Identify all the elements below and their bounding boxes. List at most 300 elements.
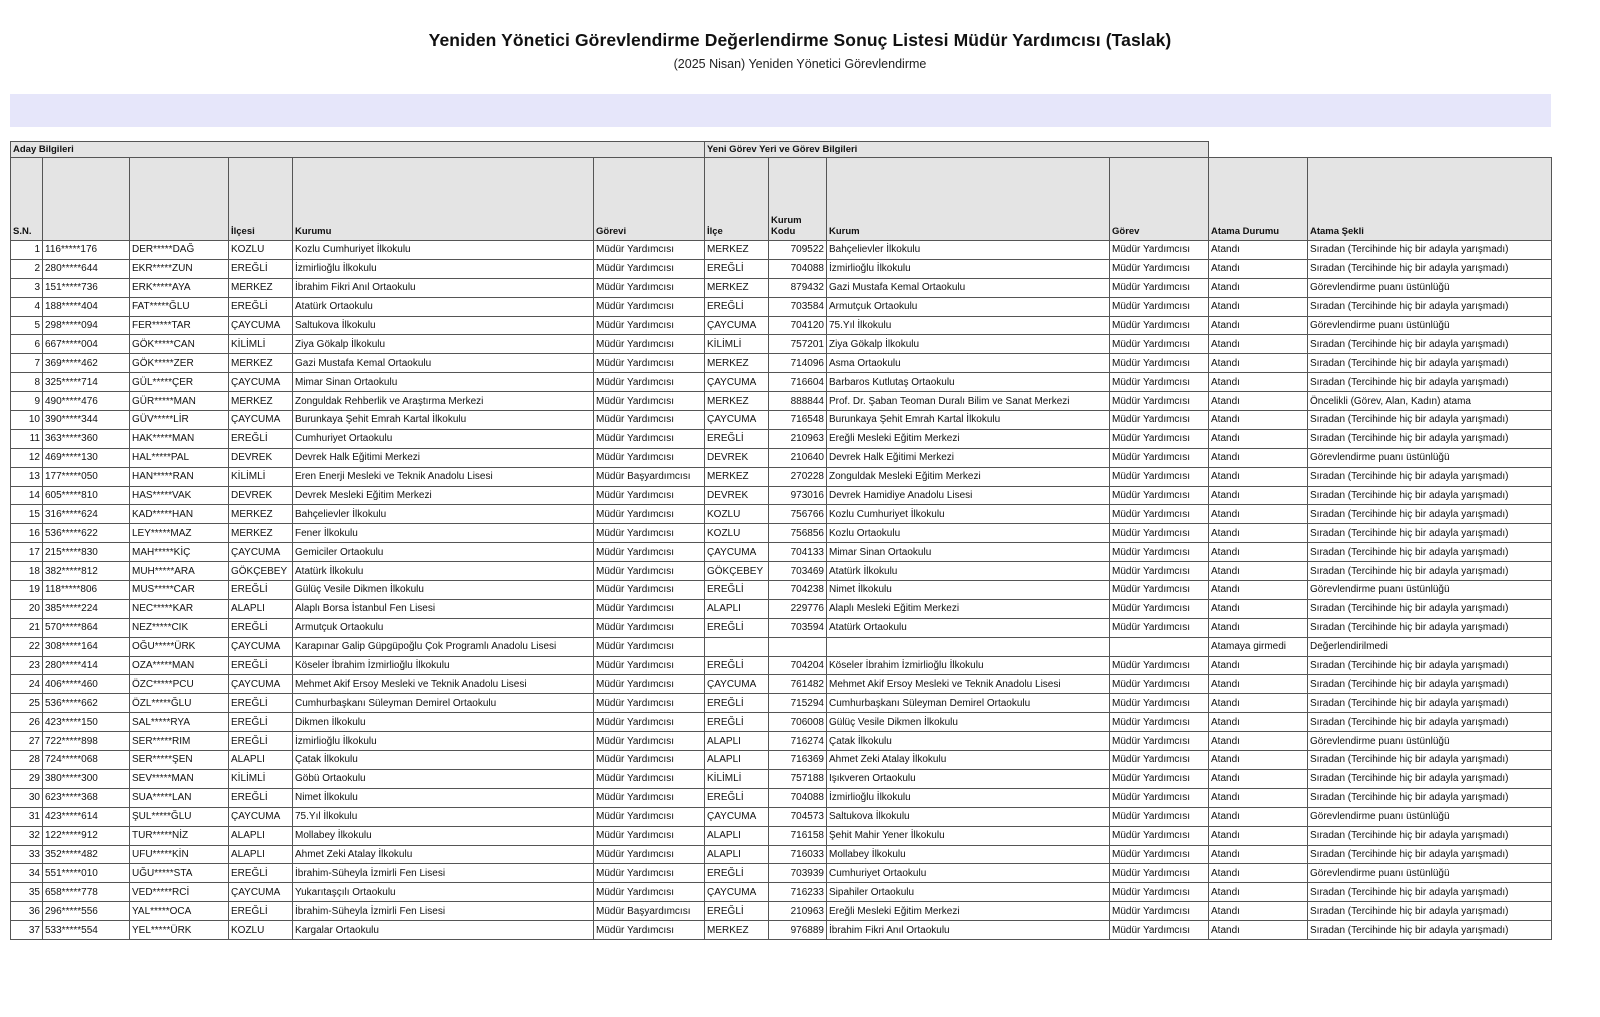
cell-col-gorev: Müdür Yardımcısı	[1110, 354, 1209, 373]
table-row	[11, 562, 1552, 581]
cell-col-kurum-kodu: 716233	[769, 883, 827, 902]
cell-col-sn: 25	[11, 694, 43, 713]
cell-col-atama-durumu: Atamaya girmedi	[1209, 637, 1308, 656]
cell-col-gorev: Müdür Yardımcısı	[1110, 581, 1209, 600]
header-col-atama-sekli: Atama Şekli	[1308, 158, 1552, 241]
cell-col-gorev: Müdür Yardımcısı	[1110, 505, 1209, 524]
cell-col-atama-durumu: Atandı	[1209, 902, 1308, 921]
cell-col-gorevi: Müdür Yardımcısı	[594, 637, 705, 656]
table-row	[11, 675, 1552, 694]
cell-col-ilcesi: KOZLU	[229, 241, 293, 260]
cell-col-atama-sekli: Sıradan (Tercihinde hiç bir adayla yarışmadı)	[1308, 599, 1552, 618]
cell-col-kurumu: Cumhuriyet Ortaokulu	[293, 429, 594, 448]
cell-col-gorev: Müdür Yardımcısı	[1110, 241, 1209, 260]
cell-col-sn: 14	[11, 486, 43, 505]
cell-col-ilce: ALAPLI	[705, 599, 769, 618]
cell-col-kurum-kodu: 210963	[769, 429, 827, 448]
cell-col-tc: 490*****476	[43, 392, 130, 411]
cell-col-gorev: Müdür Yardımcısı	[1110, 694, 1209, 713]
table-row	[11, 751, 1552, 770]
cell-col-kurumu: Atatürk Ortaokulu	[293, 297, 594, 316]
cell-col-atama-durumu: Atandı	[1209, 543, 1308, 562]
cell-col-gorev: Müdür Yardımcısı	[1110, 864, 1209, 883]
cell-col-kurum: Işıkveren Ortaokulu	[827, 769, 1110, 788]
results-table	[10, 141, 1552, 940]
cell-col-atama-sekli: Sıradan (Tercihinde hiç bir adayla yarışmadı)	[1308, 486, 1552, 505]
cell-col-ilcesi: ALAPLI	[229, 845, 293, 864]
cell-col-sn: 22	[11, 637, 43, 656]
cell-col-ilce: DEVREK	[705, 486, 769, 505]
group-yeni: Yeni Görev Yeri ve Görev Bilgileri	[705, 142, 1209, 158]
column-header-row	[11, 158, 1552, 241]
header-col-ilcesi: İlçesi	[229, 158, 293, 241]
cell-col-tc: 423*****614	[43, 807, 130, 826]
cell-col-kurum: Asma Ortaokulu	[827, 354, 1110, 373]
cell-col-kurum-kodu: 756766	[769, 505, 827, 524]
cell-col-gorev: Müdür Yardımcısı	[1110, 316, 1209, 335]
cell-col-kurum	[827, 637, 1110, 656]
cell-col-ilce: EREĞLİ	[705, 864, 769, 883]
cell-col-kurumu: Zonguldak Rehberlik ve Araştırma Merkezi	[293, 392, 594, 411]
cell-col-atama-durumu: Atandı	[1209, 241, 1308, 260]
cell-col-ilcesi: MERKEZ	[229, 524, 293, 543]
cell-col-ad-soyad: MAH*****KİÇ	[130, 543, 229, 562]
cell-col-tc: 296*****556	[43, 902, 130, 921]
cell-col-ilcesi: MERKEZ	[229, 505, 293, 524]
cell-col-kurumu: Mimar Sinan Ortaokulu	[293, 373, 594, 392]
cell-col-ad-soyad: ÖZC*****PCU	[130, 675, 229, 694]
cell-col-kurumu: Mehmet Akif Ersoy Mesleki ve Teknik Anadolu Lisesi	[293, 675, 594, 694]
document-title: Yeniden Yönetici Görevlendirme Değerlendirme Sonuç Listesi Müdür Yardımcısı (Taslak)	[428, 30, 1172, 50]
cell-col-atama-durumu: Atandı	[1209, 411, 1308, 430]
cell-col-ad-soyad: SUA*****LAN	[130, 788, 229, 807]
cell-col-sn: 9	[11, 392, 43, 411]
cell-col-ad-soyad: LEY*****MAZ	[130, 524, 229, 543]
cell-col-sn: 29	[11, 769, 43, 788]
cell-col-sn: 37	[11, 921, 43, 940]
cell-col-kurumu: Ahmet Zeki Atalay İlkokulu	[293, 845, 594, 864]
cell-col-gorev: Müdür Yardımcısı	[1110, 373, 1209, 392]
cell-col-sn: 17	[11, 543, 43, 562]
cell-col-ad-soyad: FAT*****ĞLU	[130, 297, 229, 316]
cell-col-tc: 122*****912	[43, 826, 130, 845]
cell-col-gorev: Müdür Yardımcısı	[1110, 807, 1209, 826]
cell-col-gorevi: Müdür Başyardımcısı	[594, 902, 705, 921]
cell-col-kurum-kodu: 703584	[769, 297, 827, 316]
cell-col-gorev: Müdür Yardımcısı	[1110, 732, 1209, 751]
cell-col-kurumu: Mollabey İlkokulu	[293, 826, 594, 845]
cell-col-sn: 19	[11, 581, 43, 600]
cell-col-ad-soyad: SAL*****RYA	[130, 713, 229, 732]
cell-col-kurumu: Armutçuk Ortaokulu	[293, 618, 594, 637]
cell-col-ad-soyad: SER*****RIM	[130, 732, 229, 751]
cell-col-atama-durumu: Atandı	[1209, 467, 1308, 486]
cell-col-atama-sekli: Sıradan (Tercihinde hiç bir adayla yarışmadı)	[1308, 505, 1552, 524]
cell-col-tc: 308*****164	[43, 637, 130, 656]
cell-col-ilce: EREĞLİ	[705, 713, 769, 732]
cell-col-atama-durumu: Atandı	[1209, 618, 1308, 637]
cell-col-gorevi: Müdür Yardımcısı	[594, 713, 705, 732]
cell-col-ilcesi: ÇAYCUMA	[229, 807, 293, 826]
header-col-atama-durumu: Atama Durumu	[1209, 158, 1308, 241]
cell-col-kurum-kodu: 703594	[769, 618, 827, 637]
cell-col-kurum: Barbaros Kutlutaş Ortaokulu	[827, 373, 1110, 392]
cell-col-atama-durumu: Atandı	[1209, 694, 1308, 713]
cell-col-kurumu: Dikmen İlkokulu	[293, 713, 594, 732]
cell-col-atama-durumu: Atandı	[1209, 769, 1308, 788]
cell-col-gorevi: Müdür Yardımcısı	[594, 259, 705, 278]
header-col-tc	[43, 158, 130, 241]
cell-col-atama-sekli: Sıradan (Tercihinde hiç bir adayla yarışmadı)	[1308, 902, 1552, 921]
cell-col-sn: 11	[11, 429, 43, 448]
cell-col-tc: 116*****176	[43, 241, 130, 260]
table-row	[11, 429, 1552, 448]
cell-col-tc: 177*****050	[43, 467, 130, 486]
cell-col-ilce: ÇAYCUMA	[705, 807, 769, 826]
cell-col-ilce: MERKEZ	[705, 278, 769, 297]
cell-col-ilce: ÇAYCUMA	[705, 675, 769, 694]
cell-col-sn: 6	[11, 335, 43, 354]
cell-col-gorev: Müdür Yardımcısı	[1110, 543, 1209, 562]
cell-col-gorev: Müdür Yardımcısı	[1110, 751, 1209, 770]
cell-col-atama-durumu: Atandı	[1209, 392, 1308, 411]
cell-col-gorev: Müdür Yardımcısı	[1110, 845, 1209, 864]
cell-col-ilce: KOZLU	[705, 505, 769, 524]
cell-col-ilce: EREĞLİ	[705, 902, 769, 921]
cell-col-ilce: ÇAYCUMA	[705, 316, 769, 335]
cell-col-gorev: Müdür Yardımcısı	[1110, 524, 1209, 543]
cell-col-atama-sekli: Sıradan (Tercihinde hiç bir adayla yarışmadı)	[1308, 297, 1552, 316]
cell-col-ilcesi: EREĞLİ	[229, 788, 293, 807]
cell-col-ad-soyad: YAL*****OCA	[130, 902, 229, 921]
table-row	[11, 713, 1552, 732]
cell-col-atama-sekli: Sıradan (Tercihinde hiç bir adayla yarışmadı)	[1308, 883, 1552, 902]
table-row	[11, 505, 1552, 524]
cell-col-kurum-kodu: 704088	[769, 259, 827, 278]
cell-col-kurum: Mollabey İlkokulu	[827, 845, 1110, 864]
cell-col-tc: 724*****068	[43, 751, 130, 770]
cell-col-kurumu: Köseler İbrahim İzmirlioğlu İlkokulu	[293, 656, 594, 675]
cell-col-tc: 188*****404	[43, 297, 130, 316]
table-row	[11, 373, 1552, 392]
cell-col-ad-soyad: DER*****DAĞ	[130, 241, 229, 260]
cell-col-kurum-kodu: 229776	[769, 599, 827, 618]
table-row	[11, 354, 1552, 373]
cell-col-ilcesi: MERKEZ	[229, 278, 293, 297]
cell-col-kurumu: Devrek Mesleki Eğitim Merkezi	[293, 486, 594, 505]
cell-col-kurum-kodu: 704573	[769, 807, 827, 826]
table-row	[11, 581, 1552, 600]
cell-col-ilcesi: KOZLU	[229, 921, 293, 940]
cell-col-kurum: Ahmet Zeki Atalay İlkokulu	[827, 751, 1110, 770]
cell-col-tc: 316*****624	[43, 505, 130, 524]
cell-col-gorevi: Müdür Yardımcısı	[594, 411, 705, 430]
cell-col-atama-sekli: Görevlendirme puanı üstünlüğü	[1308, 864, 1552, 883]
cell-col-atama-sekli: Sıradan (Tercihinde hiç bir adayla yarışmadı)	[1308, 241, 1552, 260]
cell-col-gorevi: Müdür Yardımcısı	[594, 807, 705, 826]
cell-col-ilcesi: EREĞLİ	[229, 732, 293, 751]
cell-col-sn: 34	[11, 864, 43, 883]
cell-col-atama-durumu: Atandı	[1209, 562, 1308, 581]
cell-col-tc: 536*****622	[43, 524, 130, 543]
cell-col-gorev: Müdür Yardımcısı	[1110, 448, 1209, 467]
cell-col-kurum-kodu: 270228	[769, 467, 827, 486]
cell-col-sn: 20	[11, 599, 43, 618]
cell-col-ad-soyad: UĞU*****STA	[130, 864, 229, 883]
cell-col-ilcesi: DEVREK	[229, 486, 293, 505]
table-body	[11, 241, 1552, 940]
table-row	[11, 599, 1552, 618]
cell-col-kurum-kodu: 706008	[769, 713, 827, 732]
cell-col-kurumu: 75.Yıl İlkokulu	[293, 807, 594, 826]
cell-col-gorev: Müdür Yardımcısı	[1110, 921, 1209, 940]
cell-col-ad-soyad: YEL*****ÜRK	[130, 921, 229, 940]
cell-col-atama-durumu: Atandı	[1209, 826, 1308, 845]
cell-col-ad-soyad: HAK*****MAN	[130, 429, 229, 448]
cell-col-gorevi: Müdür Yardımcısı	[594, 373, 705, 392]
cell-col-kurum-kodu: 973016	[769, 486, 827, 505]
cell-col-atama-sekli: Sıradan (Tercihinde hiç bir adayla yarışmadı)	[1308, 826, 1552, 845]
cell-col-atama-durumu: Atandı	[1209, 807, 1308, 826]
cell-col-gorevi: Müdür Yardımcısı	[594, 505, 705, 524]
table-row	[11, 618, 1552, 637]
cell-col-kurum: İbrahim Fikri Anıl Ortaokulu	[827, 921, 1110, 940]
cell-col-ilce: MERKEZ	[705, 921, 769, 940]
cell-col-sn: 15	[11, 505, 43, 524]
cell-col-gorevi: Müdür Yardımcısı	[594, 845, 705, 864]
cell-col-kurum-kodu: 716548	[769, 411, 827, 430]
cell-col-gorevi: Müdür Yardımcısı	[594, 656, 705, 675]
cell-col-atama-durumu: Atandı	[1209, 429, 1308, 448]
header-col-kurum: Kurum	[827, 158, 1110, 241]
cell-col-kurum: Çatak İlkokulu	[827, 732, 1110, 751]
cell-col-kurumu: İbrahim Fikri Anıl Ortaokulu	[293, 278, 594, 297]
cell-col-kurum: Alaplı Mesleki Eğitim Merkezi	[827, 599, 1110, 618]
cell-col-atama-sekli: Görevlendirme puanı üstünlüğü	[1308, 448, 1552, 467]
cell-col-kurum-kodu: 716274	[769, 732, 827, 751]
cell-col-ilce: EREĞLİ	[705, 429, 769, 448]
cell-col-ad-soyad: HAL*****PAL	[130, 448, 229, 467]
cell-col-kurum-kodu: 709522	[769, 241, 827, 260]
cell-col-kurum: Burunkaya Şehit Emrah Kartal İlkokulu	[827, 411, 1110, 430]
cell-col-tc: 369*****462	[43, 354, 130, 373]
cell-col-atama-sekli: Sıradan (Tercihinde hiç bir adayla yarışmadı)	[1308, 618, 1552, 637]
cell-col-kurum-kodu: 704204	[769, 656, 827, 675]
cell-col-ilcesi: EREĞLİ	[229, 656, 293, 675]
table-row	[11, 297, 1552, 316]
cell-col-kurum-kodu: 879432	[769, 278, 827, 297]
cell-col-ilcesi: MERKEZ	[229, 354, 293, 373]
cell-col-tc: 658*****778	[43, 883, 130, 902]
table-row	[11, 467, 1552, 486]
cell-col-kurumu: Burunkaya Şehit Emrah Kartal İlkokulu	[293, 411, 594, 430]
cell-col-atama-sekli: Görevlendirme puanı üstünlüğü	[1308, 732, 1552, 751]
cell-col-kurum-kodu: 756856	[769, 524, 827, 543]
cell-col-atama-durumu: Atandı	[1209, 751, 1308, 770]
cell-col-kurum-kodu: 976889	[769, 921, 827, 940]
cell-col-gorevi: Müdür Yardımcısı	[594, 524, 705, 543]
cell-col-kurumu: Kozlu Cumhuriyet İlkokulu	[293, 241, 594, 260]
cell-col-kurumu: İbrahim-Süheyla İzmirli Fen Lisesi	[293, 864, 594, 883]
cell-col-atama-sekli: Görevlendirme puanı üstünlüğü	[1308, 807, 1552, 826]
cell-col-kurum: Mimar Sinan Ortaokulu	[827, 543, 1110, 562]
cell-col-sn: 23	[11, 656, 43, 675]
cell-col-atama-sekli: Sıradan (Tercihinde hiç bir adayla yarışmadı)	[1308, 656, 1552, 675]
cell-col-kurumu: İzmirlioğlu İlkokulu	[293, 732, 594, 751]
cell-col-kurumu: Saltukova İlkokulu	[293, 316, 594, 335]
cell-col-atama-sekli: Sıradan (Tercihinde hiç bir adayla yarışmadı)	[1308, 429, 1552, 448]
cell-col-ad-soyad: GÖK*****ZER	[130, 354, 229, 373]
cell-col-ad-soyad: NEZ*****CIK	[130, 618, 229, 637]
cell-col-kurumu: İzmirlioğlu İlkokulu	[293, 259, 594, 278]
cell-col-kurumu: Bahçelievler İlkokulu	[293, 505, 594, 524]
table-row	[11, 259, 1552, 278]
cell-col-gorev: Müdür Yardımcısı	[1110, 259, 1209, 278]
table-row	[11, 448, 1552, 467]
cell-col-atama-sekli: Görevlendirme puanı üstünlüğü	[1308, 278, 1552, 297]
cell-col-tc: 151*****736	[43, 278, 130, 297]
cell-col-kurum: Şehit Mahir Yener İlkokulu	[827, 826, 1110, 845]
cell-col-ilcesi: EREĞLİ	[229, 581, 293, 600]
cell-col-gorevi: Müdür Yardımcısı	[594, 297, 705, 316]
cell-col-tc: 382*****812	[43, 562, 130, 581]
cell-col-sn: 16	[11, 524, 43, 543]
cell-col-ilcesi: ÇAYCUMA	[229, 543, 293, 562]
cell-col-kurum: Mehmet Akif Ersoy Mesleki ve Teknik Anadolu Lisesi	[827, 675, 1110, 694]
cell-col-gorevi: Müdür Yardımcısı	[594, 675, 705, 694]
cell-col-tc: 385*****224	[43, 599, 130, 618]
cell-col-sn: 10	[11, 411, 43, 430]
table-row	[11, 543, 1552, 562]
cell-col-ilce: ÇAYCUMA	[705, 411, 769, 430]
cell-col-kurum-kodu: 716033	[769, 845, 827, 864]
cell-col-sn: 2	[11, 259, 43, 278]
cell-col-atama-sekli: Sıradan (Tercihinde hiç bir adayla yarışmadı)	[1308, 411, 1552, 430]
cell-col-ilce: EREĞLİ	[705, 788, 769, 807]
cell-col-kurum-kodu	[769, 637, 827, 656]
cell-col-atama-sekli: Sıradan (Tercihinde hiç bir adayla yarışmadı)	[1308, 713, 1552, 732]
cell-col-atama-sekli: Sıradan (Tercihinde hiç bir adayla yarışmadı)	[1308, 467, 1552, 486]
cell-col-sn: 31	[11, 807, 43, 826]
cell-col-kurum: Kozlu Cumhuriyet İlkokulu	[827, 505, 1110, 524]
cell-col-atama-durumu: Atandı	[1209, 316, 1308, 335]
header-col-kurum-kodu: Kurum Kodu	[769, 158, 827, 241]
cell-col-kurumu: Fener İlkokulu	[293, 524, 594, 543]
cell-col-ilcesi: ALAPLI	[229, 826, 293, 845]
cell-col-gorevi: Müdür Yardımcısı	[594, 429, 705, 448]
cell-col-ilce: GÖKÇEBEY	[705, 562, 769, 581]
cell-col-atama-durumu: Atandı	[1209, 581, 1308, 600]
cell-col-gorevi: Müdür Yardımcısı	[594, 599, 705, 618]
table-row	[11, 411, 1552, 430]
table-row	[11, 921, 1552, 940]
cell-col-kurumu: Çatak İlkokulu	[293, 751, 594, 770]
cell-col-ad-soyad: MUS*****CAR	[130, 581, 229, 600]
cell-col-gorevi: Müdür Yardımcısı	[594, 581, 705, 600]
cell-col-atama-durumu: Atandı	[1209, 845, 1308, 864]
cell-col-tc: 722*****898	[43, 732, 130, 751]
cell-col-atama-durumu: Atandı	[1209, 675, 1308, 694]
cell-col-ilcesi: KİLİMLİ	[229, 769, 293, 788]
cell-col-atama-durumu: Atandı	[1209, 656, 1308, 675]
cell-col-atama-sekli: Görevlendirme puanı üstünlüğü	[1308, 316, 1552, 335]
cell-col-gorevi: Müdür Yardımcısı	[594, 448, 705, 467]
cell-col-ad-soyad: GÜR*****MAN	[130, 392, 229, 411]
cell-col-sn: 5	[11, 316, 43, 335]
cell-col-gorevi: Müdür Yardımcısı	[594, 769, 705, 788]
cell-col-tc: 363*****360	[43, 429, 130, 448]
cell-col-sn: 18	[11, 562, 43, 581]
cell-col-gorev: Müdür Yardımcısı	[1110, 826, 1209, 845]
cell-col-kurumu: İbrahim-Süheyla İzmirli Fen Lisesi	[293, 902, 594, 921]
cell-col-tc: 536*****662	[43, 694, 130, 713]
cell-col-kurumu: Karapınar Galip Güpgüpoğlu Çok Programlı Anadolu Lisesi	[293, 637, 594, 656]
cell-col-kurum-kodu: 761482	[769, 675, 827, 694]
cell-col-kurum: Köseler İbrahim İzmirlioğlu İlkokulu	[827, 656, 1110, 675]
cell-col-atama-sekli: Sıradan (Tercihinde hiç bir adayla yarışmadı)	[1308, 845, 1552, 864]
cell-col-kurum: İzmirlioğlu İlkokulu	[827, 259, 1110, 278]
cell-col-ad-soyad: SER*****ŞEN	[130, 751, 229, 770]
cell-col-atama-durumu: Atandı	[1209, 259, 1308, 278]
cell-col-ilce: EREĞLİ	[705, 656, 769, 675]
table-row	[11, 694, 1552, 713]
cell-col-tc: 469*****130	[43, 448, 130, 467]
cell-col-ad-soyad: ERK*****AYA	[130, 278, 229, 297]
cell-col-gorev: Müdür Yardımcısı	[1110, 788, 1209, 807]
cell-col-gorevi: Müdür Yardımcısı	[594, 883, 705, 902]
cell-col-gorevi: Müdür Yardımcısı	[594, 732, 705, 751]
cell-col-kurum-kodu: 888844	[769, 392, 827, 411]
cell-col-kurum: Atatürk Ortaokulu	[827, 618, 1110, 637]
cell-col-kurum-kodu: 757201	[769, 335, 827, 354]
cell-col-tc: 533*****554	[43, 921, 130, 940]
cell-col-ad-soyad: GÜV*****LİR	[130, 411, 229, 430]
cell-col-atama-durumu: Atandı	[1209, 864, 1308, 883]
cell-col-kurumu: Eren Enerji Mesleki ve Teknik Anadolu Lisesi	[293, 467, 594, 486]
cell-col-gorev: Müdür Yardımcısı	[1110, 656, 1209, 675]
cell-col-gorev: Müdür Yardımcısı	[1110, 467, 1209, 486]
cell-col-sn: 33	[11, 845, 43, 864]
cell-col-sn: 30	[11, 788, 43, 807]
cell-col-gorevi: Müdür Yardımcısı	[594, 562, 705, 581]
cell-col-ilce: ÇAYCUMA	[705, 373, 769, 392]
cell-col-kurum: Gülüç Vesile Dikmen İlkokulu	[827, 713, 1110, 732]
cell-col-kurum-kodu: 716158	[769, 826, 827, 845]
header-col-sn: S.N.	[11, 158, 43, 241]
table-row	[11, 902, 1552, 921]
cell-col-ilce: ALAPLI	[705, 751, 769, 770]
cell-col-kurum-kodu: 716369	[769, 751, 827, 770]
cell-col-atama-sekli: Sıradan (Tercihinde hiç bir adayla yarışmadı)	[1308, 543, 1552, 562]
cell-col-atama-durumu: Atandı	[1209, 354, 1308, 373]
cell-col-ad-soyad: UFU*****KİN	[130, 845, 229, 864]
cell-col-ilcesi: EREĞLİ	[229, 618, 293, 637]
cell-col-kurum: Devrek Halk Eğitimi Merkezi	[827, 448, 1110, 467]
cell-col-kurumu: Devrek Halk Eğitimi Merkezi	[293, 448, 594, 467]
header-col-gorev: Görev	[1110, 158, 1209, 241]
cell-col-ilcesi: EREĞLİ	[229, 429, 293, 448]
cell-col-kurum: Cumhurbaşkanı Süleyman Demirel Ortaokulu	[827, 694, 1110, 713]
header-col-kurumu: Kurumu	[293, 158, 594, 241]
cell-col-gorevi: Müdür Yardımcısı	[594, 921, 705, 940]
document-subtitle: (2025 Nisan) Yeniden Yönetici Görevlendirme	[673, 57, 927, 71]
cell-col-ad-soyad: MUH*****ARA	[130, 562, 229, 581]
cell-col-tc: 423*****150	[43, 713, 130, 732]
cell-col-tc: 298*****094	[43, 316, 130, 335]
cell-col-kurum-kodu: 703469	[769, 562, 827, 581]
cell-col-ilce: MERKEZ	[705, 354, 769, 373]
cell-col-atama-durumu: Atandı	[1209, 373, 1308, 392]
